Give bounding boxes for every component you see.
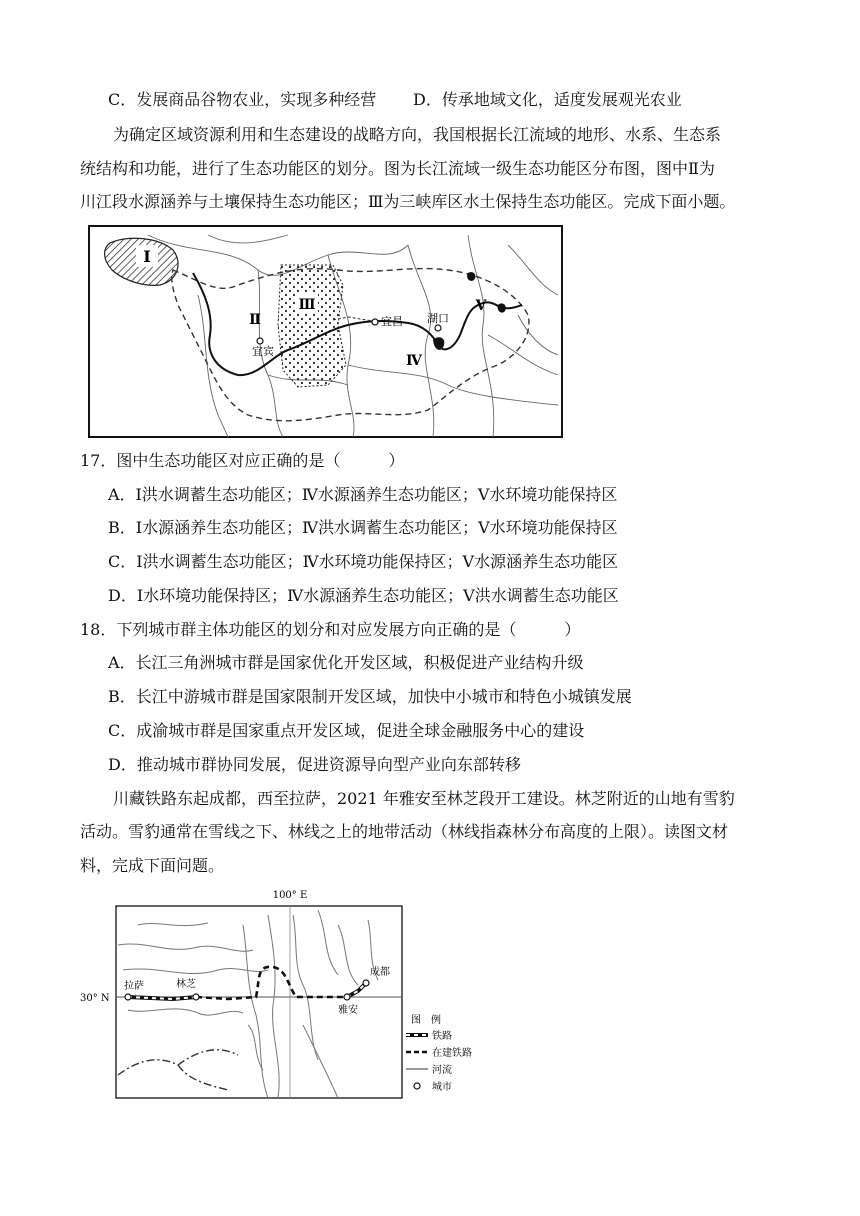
legend-title-text: 图 例 [411,1015,441,1026]
city-label-hukou: 湖口 [427,312,449,325]
map-legend-items [404,1010,474,1102]
legend-label-city: 城市 [432,1082,452,1093]
passage1-line1: 为确定区域资源利用和生态建设的战略方向，我国根据长江流域的地形、水系、生态系 [113,125,722,144]
longitude-label: 100° E [272,890,308,901]
city-label-chengdu: 成都 [370,967,390,978]
legend-label-railway: 铁路 [432,1031,452,1042]
q18-option-a: A．长江三角洲城市群是国家优化开发区域，积极促进产业结构升级 [108,653,584,672]
city-label-yibin: 宜宾 [252,345,274,358]
legend-railway-construction [406,1046,472,1059]
legend-railway [406,1029,452,1042]
q18-stem: 18．下列城市群主体功能区的划分和对应发展方向正确的是（ ） [80,620,581,639]
q17-option-a: A．Ⅰ洪水调蓄生态功能区；Ⅳ水源涵养生态功能区；Ⅴ水环境功能保持区 [108,485,618,504]
legend-city [414,1080,452,1093]
city-marker-nyingchi [193,994,199,1000]
passage2-line1: 川藏铁路东起成都，西至拉萨，2021 年雅安至林芝段开工建设。林芝附近的山地有雪豹 [113,789,735,808]
city-marker-chengdu [363,980,369,986]
q17-option-c: C．Ⅰ洪水调蓄生态功能区；Ⅳ水环境功能保持区；Ⅴ水源涵养生态功能区 [108,552,619,571]
option-c-prev: C．发展商品谷物农业，实现多种经营 [108,90,377,109]
q17-option-b: B．Ⅰ水源涵养生态功能区；Ⅳ洪水调蓄生态功能区；Ⅴ水环境功能保持区 [108,518,618,537]
passage1-line2: 统结构和功能，进行了生态功能区的划分。图为长江流域一级生态功能区分布图，图中Ⅱ为 [80,159,715,178]
city-label-nyingchi: 林芝 [176,979,196,990]
city-marker-yibin [257,338,263,344]
passage2-line2: 活动。雪豹通常在雪线之下、林线之上的地带活动（林线指森林分布高度的上限）。读图文材 [80,822,729,841]
passage2-line3: 料，完成下面问题。 [80,856,225,875]
zone-label-I: Ⅰ [143,247,151,266]
zone-label-III: Ⅲ [298,297,316,313]
zone-label-II: Ⅱ [249,312,261,328]
q18-option-b: B．长江中游城市群是国家限制开发区域，加快中小城市和特色小城镇发展 [108,687,632,706]
q17-stem: 17．图中生态功能区对应正确的是（ ） [80,451,405,470]
q18-option-c: C．成渝城市群是国家重点开发区域，促进全球金融服务中心的建设 [108,721,585,740]
city-marker-hukou [435,325,441,331]
city-label-yichang: 宜昌 [381,315,403,328]
yangtze-ecozone-map [88,225,563,438]
legend-label-construction: 在建铁路 [432,1048,472,1059]
sichuan-tibet-railway-map [78,885,404,1100]
q17-option-d: D．Ⅰ水环境功能保持区；Ⅳ水源涵养生态功能区；Ⅴ洪水调蓄生态功能区 [108,586,619,605]
passage1-line3: 川江段水源涵养与土壤保持生态功能区；Ⅲ为三峡库区水土保持生态功能区。完成下面小题。 [80,192,736,211]
option-d-prev: D．传承地域文化，适度发展观光农业 [413,90,682,109]
city-marker-yaan [344,994,350,1000]
legend-river [406,1063,452,1076]
zone-label-V: Ⅴ [475,298,487,314]
city-label-lhasa: 拉萨 [124,981,144,992]
city-label-yaan: 雅安 [338,1005,358,1016]
city-marker-yichang [372,319,378,325]
latitude-label: 30° N [80,993,110,1004]
city-marker-lhasa [125,994,131,1000]
zone-label-IV: Ⅳ [406,353,422,369]
q18-option-d: D．推动城市群协同发展，促进资源导向型产业向东部转移 [108,755,521,774]
legend-label-river: 河流 [432,1065,452,1076]
